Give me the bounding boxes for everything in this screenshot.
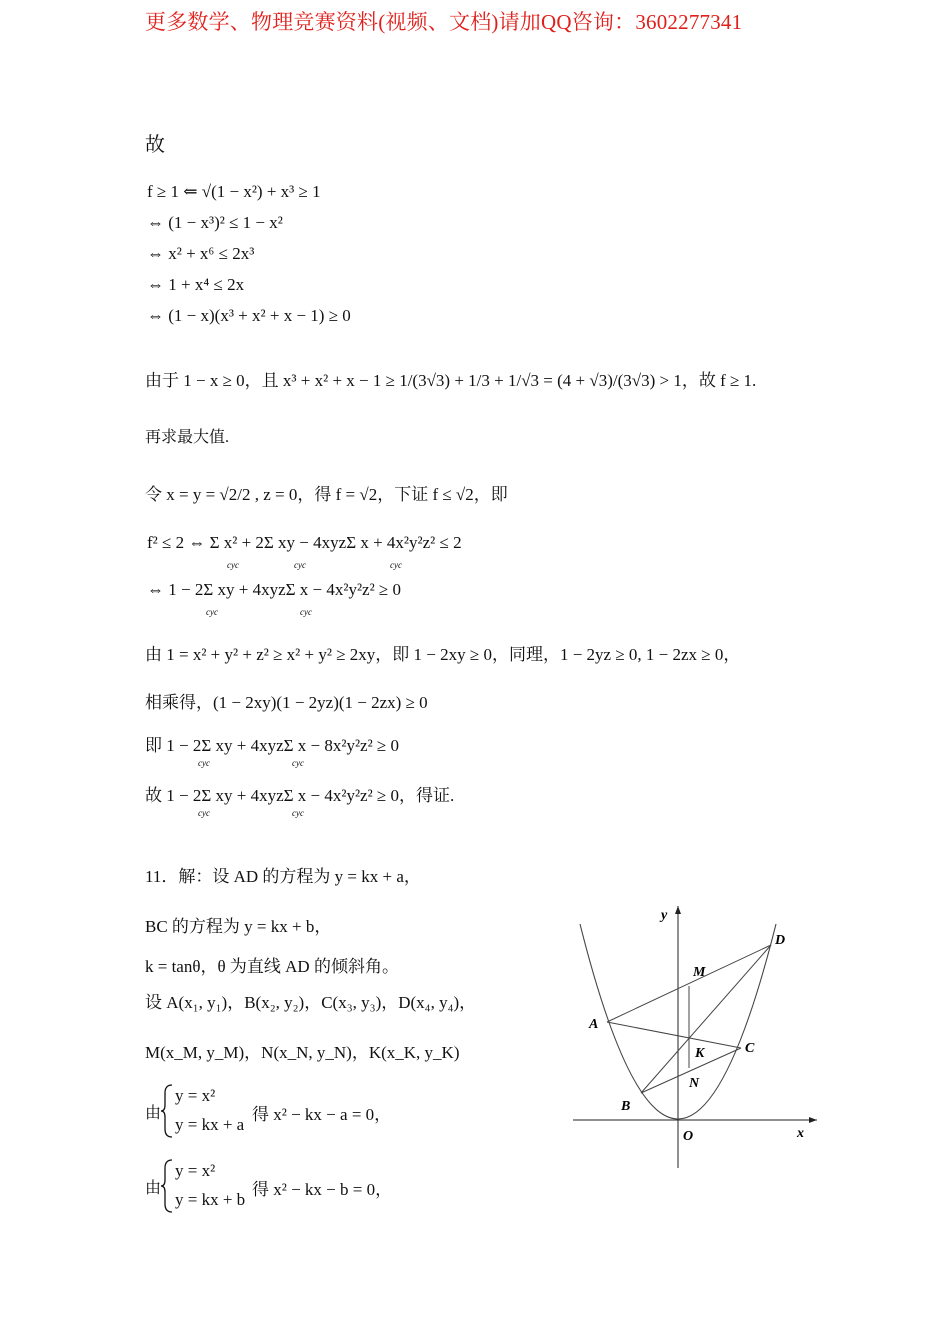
banner-text: 更多数学、物理竞赛资料(视频、文档)请加QQ咨询：3602277341 [145,10,743,34]
brace-icon [160,1158,174,1214]
problem-11-line: 11．解：设 AD 的方程为 y = kx + a， [145,867,421,886]
xiangcheng-line: 相乘得，(1 − 2xy)(1 − 2yz)(1 − 2zx) ≥ 0 [145,693,428,712]
sys1-result: 得 x² − kx − a = 0， [252,1105,392,1124]
sys2-result: 得 x² − kx − b = 0， [252,1180,393,1199]
k-line: k = tanθ，θ 为直线 AD 的倾斜角。 [145,957,399,976]
you1-line: 由 1 = x² + y² + z² ≥ x² + y² ≥ 2xy，即 1 − 2xy ≥ 0，同理，1 − 2yz ≥ 0, 1 − 2zx ≥ 0， [145,645,741,664]
she-line: 设 A(x₁, y₁)，B(x₂, y₂)，C(x₃, y₃)，D(x₄, y₄)， [145,993,477,1012]
line-BD [641,945,771,1093]
cyc-sub: cyc [227,560,239,570]
sys2-eq2: y = kx + b [175,1190,246,1209]
sys1-eq2: y = kx + a [175,1115,245,1134]
label-K: K [695,1046,705,1061]
label-B: B [621,1099,631,1114]
gu2-line: 故 1 − 2Σ xy + 4xyzΣ x − 4x²y²z² ≥ 0，得证. [145,786,455,805]
sys1-eq1: y = x² [175,1086,216,1105]
label-O: O [683,1129,694,1144]
zaiqiu-line: 再求最大值. [145,429,230,446]
youyu-line: 由于 1 − x ≥ 0，且 x³ + x² + x − 1 ≥ 1/(3√3) + 1/3 + 1/√3 = (4 + √3)/(3√3) > 1，故 f ≥ 1. [145,371,757,390]
label-A: A [589,1017,599,1032]
gu-label: 故 [145,134,165,156]
brace-icon [160,1083,174,1139]
chain-line-5: ⇔ (1 − x)(x³ + x² + x − 1) ≥ 0 [147,306,351,325]
cyc-sub: cyc [198,758,210,768]
chain-line-4: ⇔ 1 + x⁴ ≤ 2x [147,275,245,294]
chain-line-1: f ≥ 1 ⇐ √(1 − x²) + x³ ≥ 1 [147,182,321,201]
x-axis-arrow-icon [809,1117,817,1123]
ji-line: 即 1 − 2Σ xy + 4xyzΣ x − 8x²y²z² ≥ 0 [145,736,400,755]
cyc-sub: cyc [294,560,306,570]
label-x: x [797,1126,804,1141]
sum-line-1: f² ≤ 2 ⇔ Σ x² + 2Σ xy − 4xyzΣ x + 4x²y²z² ≤ 2 [147,533,462,552]
bc-line: BC 的方程为 y = kx + b， [145,917,332,936]
label-D: D [775,933,786,948]
label-N: N [689,1076,700,1091]
cyc-sub: cyc [292,808,304,818]
you-word: 由 [145,1180,162,1197]
ling-line: 令 x = y = √2/2 , z = 0，得 f = √2，下证 f ≤ √2，即 [145,485,508,504]
line-AC [607,1022,741,1048]
cyc-sub: cyc [292,758,304,768]
parabola-figure [565,900,825,1175]
cyc-sub: cyc [390,560,402,570]
y-axis-arrow-icon [675,906,681,914]
label-C: C [745,1041,755,1056]
sys2-eq1: y = x² [175,1161,216,1180]
label-y: y [661,908,668,923]
cyc-sub: cyc [206,607,218,617]
cyc-sub: cyc [300,607,312,617]
chain-line-3: ⇔ x² + x⁶ ≤ 2x³ [147,244,255,263]
chain-line-2: ⇔ (1 − x³)² ≤ 1 − x² [147,213,283,232]
cyc-sub: cyc [198,808,210,818]
mnk-line: M(x_M, y_M)，N(x_N, y_N)，K(x_K, y_K) [145,1043,460,1062]
sum-line-2: ⇔ 1 − 2Σ xy + 4xyzΣ x − 4x²y²z² ≥ 0 [147,580,402,599]
label-M: M [693,965,706,980]
you-word: 由 [145,1105,162,1122]
